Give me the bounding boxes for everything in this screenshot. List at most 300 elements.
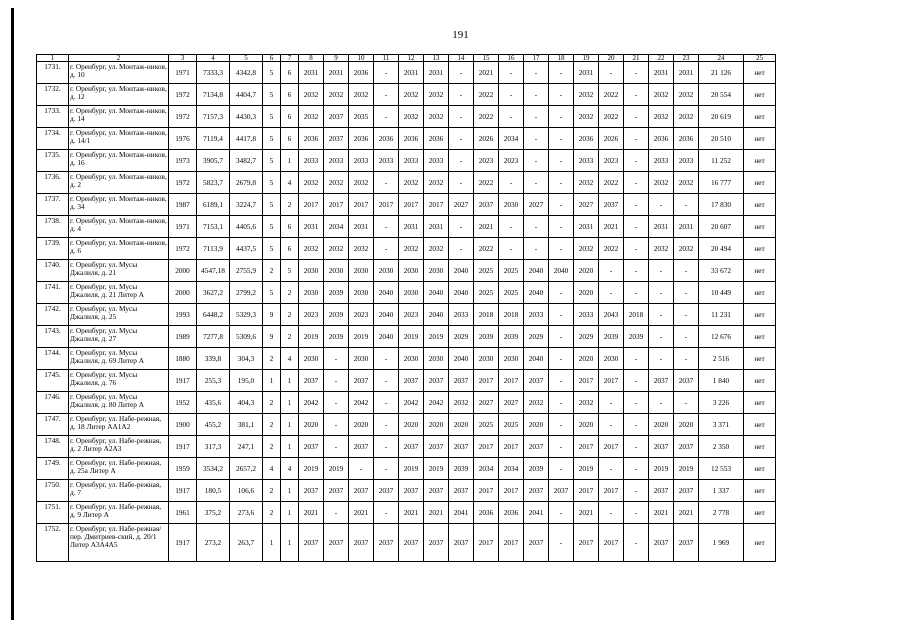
table-cell: 2031 <box>674 216 699 238</box>
table-cell: 2799,2 <box>230 282 263 304</box>
table-cell: 2019 <box>674 458 699 480</box>
table-cell: 2031 <box>299 62 324 84</box>
table-cell: 2017 <box>574 436 599 458</box>
header-cell: 16 <box>499 55 524 62</box>
table-cell: нет <box>744 348 776 370</box>
table-cell: 1972 <box>169 172 197 194</box>
header-cell: 13 <box>424 55 449 62</box>
table-cell: 1976 <box>169 128 197 150</box>
row-number: 1742. <box>37 304 69 326</box>
table-cell: 2021 <box>674 502 699 524</box>
table-cell: 2023 <box>349 304 374 326</box>
table-cell: 2027 <box>499 392 524 414</box>
table-cell: 2032 <box>324 84 349 106</box>
table-cell: 375,2 <box>197 502 230 524</box>
table-row <box>37 282 776 304</box>
table-cell: - <box>449 62 474 84</box>
table-cell: 6448,2 <box>197 304 230 326</box>
table-cell: 11 231 <box>699 304 744 326</box>
table-cell: - <box>549 436 574 458</box>
table-cell: нет <box>744 414 776 436</box>
row-number: 1746. <box>37 392 69 414</box>
table-cell: 1972 <box>169 84 197 106</box>
table-cell: 2041 <box>524 502 549 524</box>
table-cell: 2037 <box>324 128 349 150</box>
table-cell: 2025 <box>499 414 524 436</box>
table-cell: 2 <box>263 392 281 414</box>
table-row <box>37 392 776 414</box>
table-cell: 2 <box>263 480 281 502</box>
header-cell: 25 <box>744 55 776 62</box>
table-cell: - <box>674 392 699 414</box>
table-cell: - <box>674 348 699 370</box>
row-number: 1741. <box>37 282 69 304</box>
table-cell: 33 672 <box>699 260 744 282</box>
table-cell: 2032 <box>649 172 674 194</box>
table-cell: - <box>549 106 574 128</box>
table-cell: - <box>549 414 574 436</box>
table-cell: 4417,8 <box>230 128 263 150</box>
table-cell: 2039 <box>449 458 474 480</box>
table-cell: - <box>499 172 524 194</box>
table-row <box>37 326 776 348</box>
table-cell: 273,2 <box>197 524 230 562</box>
table-cell: 2017 <box>599 524 624 562</box>
table-cell: нет <box>744 128 776 150</box>
table-cell: 2037 <box>349 370 374 392</box>
table-cell: 2031 <box>399 216 424 238</box>
table-cell: 2021 <box>349 502 374 524</box>
table-cell: 2037 <box>524 436 549 458</box>
table-cell: 2032 <box>299 238 324 260</box>
table-cell: 2036 <box>424 128 449 150</box>
table-cell: - <box>599 62 624 84</box>
table-cell: 1 <box>281 414 299 436</box>
table-cell: - <box>624 480 649 502</box>
table-cell: 4 <box>281 172 299 194</box>
table-cell: 2037 <box>424 436 449 458</box>
table-cell: 2037 <box>349 524 374 562</box>
table-row <box>37 414 776 436</box>
table-cell: 4547,18 <box>197 260 230 282</box>
header-cell: 21 <box>624 55 649 62</box>
header-cell: 24 <box>699 55 744 62</box>
table-cell: 1987 <box>169 194 197 216</box>
table-row <box>37 458 776 480</box>
table-cell: 2043 <box>599 304 624 326</box>
table-cell: 2040 <box>449 282 474 304</box>
table-cell: 1 <box>281 150 299 172</box>
table-row <box>37 370 776 392</box>
table-cell: 2032 <box>574 106 599 128</box>
table-cell: 2022 <box>599 172 624 194</box>
left-margin-bar <box>11 8 14 620</box>
table-cell: 2026 <box>599 128 624 150</box>
header-cell: 22 <box>649 55 674 62</box>
table-cell: 2017 <box>299 194 324 216</box>
table-cell: - <box>624 194 649 216</box>
table-row <box>37 128 776 150</box>
row-number: 1739. <box>37 238 69 260</box>
table-cell: - <box>374 348 399 370</box>
table-cell: 2032 <box>349 238 374 260</box>
table-cell: 11 252 <box>699 150 744 172</box>
table-cell: 2032 <box>324 172 349 194</box>
address-cell: г. Оренбург, ул. Набе-режная/пер. Дмитриев-ский, д. 20/1 Литер А3А4А5 <box>69 524 169 562</box>
table-cell: 2 <box>281 194 299 216</box>
table-cell: 4437,5 <box>230 238 263 260</box>
table-cell: 2031 <box>299 216 324 238</box>
table-cell: 2030 <box>324 260 349 282</box>
table-cell: 7277,8 <box>197 326 230 348</box>
table-cell: - <box>549 304 574 326</box>
table-cell: 2021 <box>474 216 499 238</box>
table-cell: 2037 <box>424 480 449 502</box>
page-number: 191 <box>452 29 469 41</box>
table-cell: 2040 <box>449 348 474 370</box>
table-cell: 2037 <box>524 524 549 562</box>
table-row <box>37 62 776 84</box>
table-row <box>37 348 776 370</box>
header-cell: 15 <box>474 55 499 62</box>
table-cell: нет <box>744 524 776 562</box>
table-cell: 2 516 <box>699 348 744 370</box>
table-cell: 2037 <box>474 194 499 216</box>
address-cell: г. Оренбург, ул. Монтаж-ников, д. 14 <box>69 106 169 128</box>
address-cell: г. Оренбург, ул. Монтаж-ников, д. 2 <box>69 172 169 194</box>
table-cell: 2018 <box>624 304 649 326</box>
table-row <box>37 238 776 260</box>
table-cell: 2040 <box>449 260 474 282</box>
table-cell: нет <box>744 436 776 458</box>
table-cell: 2034 <box>499 458 524 480</box>
table-cell: 20 554 <box>699 84 744 106</box>
table-cell: - <box>649 282 674 304</box>
table-cell: 2000 <box>169 282 197 304</box>
table-cell: - <box>624 238 649 260</box>
table-cell: 2032 <box>299 106 324 128</box>
header-cell: 5 <box>230 55 263 62</box>
table-cell: 2037 <box>449 480 474 502</box>
table-cell: 2036 <box>674 128 699 150</box>
address-cell: г. Оренбург, ул. Монтаж-ников, д. 6 <box>69 238 169 260</box>
table-cell: 2020 <box>574 348 599 370</box>
table-cell: 2017 <box>374 194 399 216</box>
table-cell: 2037 <box>424 524 449 562</box>
table-cell: 2029 <box>449 326 474 348</box>
table-cell: - <box>549 524 574 562</box>
table-cell: 2 <box>263 414 281 436</box>
row-number: 1749. <box>37 458 69 480</box>
table-cell: - <box>624 524 649 562</box>
row-number: 1748. <box>37 436 69 458</box>
table-cell: - <box>324 348 349 370</box>
table-cell: нет <box>744 238 776 260</box>
table-cell: - <box>649 348 674 370</box>
table-row <box>37 106 776 128</box>
table-cell: 2037 <box>374 524 399 562</box>
table-cell: 2031 <box>424 216 449 238</box>
row-number: 1743. <box>37 326 69 348</box>
table-cell: 2032 <box>399 84 424 106</box>
table-cell: 2032 <box>649 106 674 128</box>
table-cell: - <box>549 348 574 370</box>
address-cell: г. Оренбург, ул. Мусы Джалиля, д. 69 Литер А <box>69 348 169 370</box>
table-cell: - <box>374 238 399 260</box>
table-cell: 2033 <box>524 304 549 326</box>
header-cell: 11 <box>374 55 399 62</box>
table-cell: нет <box>744 480 776 502</box>
table-cell: 6 <box>281 238 299 260</box>
table-cell: - <box>374 502 399 524</box>
table-row <box>37 480 776 502</box>
table-cell: - <box>524 216 549 238</box>
address-cell: г. Оренбург, ул. Монтаж-ников, д. 4 <box>69 216 169 238</box>
table-cell: нет <box>744 62 776 84</box>
table-cell: 2029 <box>524 326 549 348</box>
table-cell: 2041 <box>449 502 474 524</box>
table-cell: 273,6 <box>230 502 263 524</box>
table-cell: 5 <box>263 238 281 260</box>
table-cell: 2030 <box>499 194 524 216</box>
table-cell: 2032 <box>399 172 424 194</box>
table-cell: 2032 <box>349 84 374 106</box>
table-cell: - <box>449 84 474 106</box>
table-cell: - <box>374 84 399 106</box>
table-cell: 2042 <box>424 392 449 414</box>
table-cell: 7113,9 <box>197 238 230 260</box>
table-cell: 2039 <box>324 282 349 304</box>
table-cell: 5823,7 <box>197 172 230 194</box>
table-cell: - <box>549 194 574 216</box>
table-cell: 20 619 <box>699 106 744 128</box>
table-cell: - <box>624 392 649 414</box>
table-cell: - <box>624 348 649 370</box>
table-cell: 2030 <box>474 348 499 370</box>
table-cell: 2022 <box>599 84 624 106</box>
table-cell: 2033 <box>424 150 449 172</box>
table-row <box>37 172 776 194</box>
header-cell: 12 <box>399 55 424 62</box>
table-cell: 2036 <box>649 128 674 150</box>
table-cell: 17 830 <box>699 194 744 216</box>
table-cell: 1900 <box>169 414 197 436</box>
table-cell: 2017 <box>599 436 624 458</box>
table-cell: - <box>549 392 574 414</box>
address-cell: г. Оренбург, ул. Монтаж-ников, д. 14/1 <box>69 128 169 150</box>
table-cell: 2017 <box>499 524 524 562</box>
table-cell: - <box>599 282 624 304</box>
address-cell: г. Оренбург, ул. Мусы Джалиля, д. 27 <box>69 326 169 348</box>
table-cell: 2039 <box>324 304 349 326</box>
table-cell: 2027 <box>474 392 499 414</box>
table-cell: 2037 <box>324 524 349 562</box>
table-cell: 2032 <box>524 392 549 414</box>
table-cell: 2019 <box>574 458 599 480</box>
row-number: 1736. <box>37 172 69 194</box>
table-cell: 2021 <box>474 62 499 84</box>
table-cell: 2031 <box>649 216 674 238</box>
table-cell: 2017 <box>474 370 499 392</box>
table-cell: 2037 <box>399 480 424 502</box>
table-cell: 2027 <box>574 194 599 216</box>
table-cell: 317,3 <box>197 436 230 458</box>
table-row <box>37 150 776 172</box>
table-cell: - <box>449 128 474 150</box>
header-cell: 23 <box>674 55 699 62</box>
table-cell: 2021 <box>399 502 424 524</box>
table-cell: 1 <box>281 370 299 392</box>
table-cell: 2032 <box>674 106 699 128</box>
table-cell: 2023 <box>499 150 524 172</box>
table-cell: 2033 <box>349 150 374 172</box>
table-cell: 1 <box>281 524 299 562</box>
table-cell: 6 <box>281 84 299 106</box>
table-cell: - <box>599 414 624 436</box>
table-cell: 2031 <box>324 62 349 84</box>
table-cell: 2020 <box>299 414 324 436</box>
table-cell: - <box>549 150 574 172</box>
table-cell: 2 <box>263 260 281 282</box>
table-cell: 4 <box>263 458 281 480</box>
address-cell: г. Оренбург, ул. Набе-режная, д. 25а Литер А <box>69 458 169 480</box>
table-cell: нет <box>744 392 776 414</box>
table-cell: - <box>624 172 649 194</box>
table-cell: - <box>374 414 399 436</box>
table-cell: 6189,1 <box>197 194 230 216</box>
table-cell: 2040 <box>374 326 399 348</box>
table-cell: 2037 <box>599 194 624 216</box>
table-cell: 2032 <box>349 172 374 194</box>
table-cell: 2031 <box>574 62 599 84</box>
table-cell: 2031 <box>649 62 674 84</box>
table-cell: - <box>374 370 399 392</box>
table-cell: 2037 <box>424 370 449 392</box>
table-cell: - <box>549 172 574 194</box>
table-cell: 2033 <box>324 150 349 172</box>
table-cell: 2032 <box>674 238 699 260</box>
table-cell: 2025 <box>499 260 524 282</box>
housing-table <box>36 54 776 562</box>
address-cell: г. Оренбург, ул. Мусы Джалиля, д. 25 <box>69 304 169 326</box>
table-cell: 2030 <box>424 348 449 370</box>
table-cell: 2037 <box>324 106 349 128</box>
table-cell: - <box>624 414 649 436</box>
table-cell: 2036 <box>574 128 599 150</box>
table-cell: 5 <box>281 260 299 282</box>
row-number: 1737. <box>37 194 69 216</box>
table-cell: 1972 <box>169 238 197 260</box>
table-cell: - <box>649 304 674 326</box>
table-cell: - <box>624 282 649 304</box>
table-cell: 2017 <box>599 370 624 392</box>
table-cell: 2037 <box>399 436 424 458</box>
table-cell: - <box>324 436 349 458</box>
table-cell: 263,7 <box>230 524 263 562</box>
header-cell: 8 <box>299 55 324 62</box>
table-cell: 2017 <box>574 370 599 392</box>
table-cell: 2020 <box>449 414 474 436</box>
table-cell: 2019 <box>649 458 674 480</box>
table-cell: 2033 <box>399 150 424 172</box>
table-cell: 2037 <box>649 480 674 502</box>
table-cell: - <box>599 260 624 282</box>
table-cell: 180,5 <box>197 480 230 502</box>
table-cell: нет <box>744 106 776 128</box>
table-cell: 9 <box>263 304 281 326</box>
table-cell: 2037 <box>524 480 549 502</box>
row-number: 1735. <box>37 150 69 172</box>
table-cell: 2021 <box>299 502 324 524</box>
table-cell: 2021 <box>574 502 599 524</box>
table-row <box>37 502 776 524</box>
table-cell: - <box>549 326 574 348</box>
row-number: 1751. <box>37 502 69 524</box>
header-cell: 2 <box>69 55 169 62</box>
table-cell: 2030 <box>349 260 374 282</box>
table-cell: 2037 <box>299 370 324 392</box>
table-cell: 2020 <box>574 260 599 282</box>
table-cell: 1993 <box>169 304 197 326</box>
table-cell: 2023 <box>599 150 624 172</box>
table-cell: 2017 <box>474 480 499 502</box>
table-cell: 2037 <box>674 370 699 392</box>
table-cell: - <box>649 194 674 216</box>
table-cell: 2032 <box>649 84 674 106</box>
table-cell: - <box>674 304 699 326</box>
header-cell: 7 <box>281 55 299 62</box>
address-cell: г. Оренбург, ул. Монтаж-ников, д. 12 <box>69 84 169 106</box>
table-cell: - <box>549 128 574 150</box>
table-cell: 1959 <box>169 458 197 480</box>
table-cell: - <box>624 458 649 480</box>
table-cell: 4404,7 <box>230 84 263 106</box>
header-cell: 17 <box>524 55 549 62</box>
table-cell: - <box>524 150 549 172</box>
table-cell: - <box>374 172 399 194</box>
table-row <box>37 436 776 458</box>
table-cell: 2032 <box>449 392 474 414</box>
table-cell: 1989 <box>169 326 197 348</box>
header-cell: 4 <box>197 55 230 62</box>
table-cell: 2032 <box>574 172 599 194</box>
table-row <box>37 260 776 282</box>
table-cell: 2030 <box>299 348 324 370</box>
header-cell: 18 <box>549 55 574 62</box>
table-cell: 2032 <box>424 172 449 194</box>
header-cell: 1 <box>37 55 69 62</box>
header-cell: 3 <box>169 55 197 62</box>
table-cell: 2029 <box>574 326 599 348</box>
table-cell: 4 <box>281 458 299 480</box>
table-cell: 5 <box>263 128 281 150</box>
table-cell: 2042 <box>299 392 324 414</box>
table-cell: 2 <box>263 348 281 370</box>
table-cell: 2040 <box>424 304 449 326</box>
table-cell: 339,8 <box>197 348 230 370</box>
table-cell: 2033 <box>574 150 599 172</box>
table-cell: 2 <box>263 502 281 524</box>
table-cell: 2037 <box>524 370 549 392</box>
table-cell: 2036 <box>349 128 374 150</box>
table-cell: 2032 <box>424 84 449 106</box>
table-cell: нет <box>744 194 776 216</box>
table-cell: 2022 <box>474 84 499 106</box>
row-number: 1747. <box>37 414 69 436</box>
table-cell: 2030 <box>299 282 324 304</box>
table-cell: 2033 <box>649 150 674 172</box>
table-cell: 1917 <box>169 480 197 502</box>
